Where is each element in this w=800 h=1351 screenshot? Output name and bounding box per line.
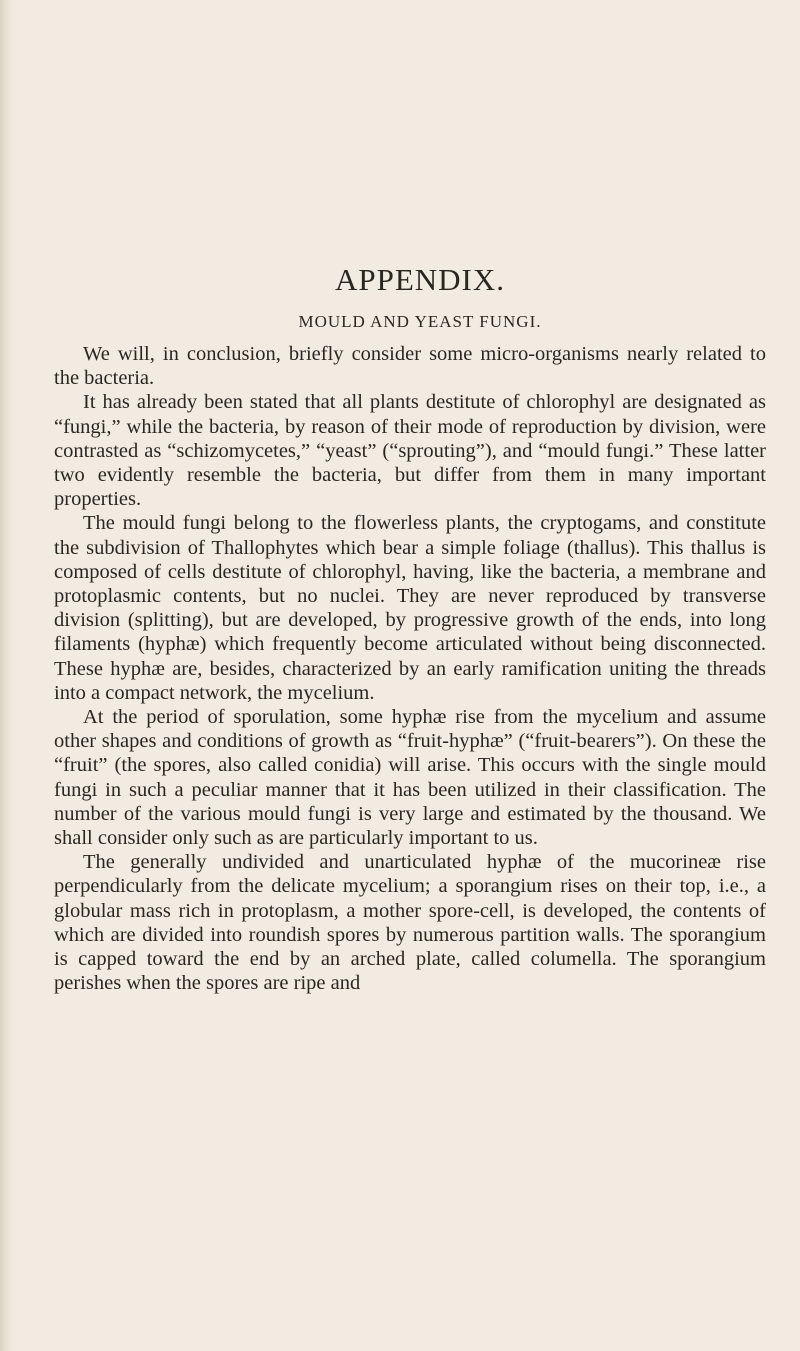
paragraph: The mould fungi belong to the flowerless plants, the cryptogams, and constitute the subdivision of Thallophytes which bear a simple foliage (thallus). This thallus is composed of cells destitute of chlorophyl, having, like the bacteria, a membrane and protoplasmic contents, but no nuclei. They are never reproduced by transverse division (splitting), but are developed, by progressive growth of the ends, into long filaments (hyphæ) which frequently become articulated without being disconnected. These hyphæ are, besides, characterized by an early ramification uniting the threads into a compact network, the mycelium. xyxy=(54,512,766,704)
page-binding-edge xyxy=(0,0,14,1351)
paragraph: We will, in conclusion, briefly consider some micro-organisms nearly related to the bacteria. xyxy=(54,343,766,390)
book-page xyxy=(54,262,766,995)
page-subtitle: MOULD AND YEAST FUNGI. xyxy=(298,312,542,331)
paragraph: It has already been stated that all plants destitute of chlorophyl are designated as “fungi,” while the bacteria, by reason of their mode of reproduction by division, were contrasted as “schizomycetes,” “yeast” (“sprouting”), and “mould fungi.” These latter two evidently resemble the bacteria, but differ from them in many important properties. xyxy=(54,391,766,511)
paragraph: The generally undivided and unarticulated hyphæ of the mucorineæ rise perpendicularly from the delicate mycelium; a sporangium rises on their top, i.e., a globular mass rich in protoplasm, a mother spore-cell, is developed, the contents of which are divided into roundish spores by numerous partition walls. The sporangium is capped toward the end by an arched plate, called columella. The sporangium perishes when the spores are ripe and xyxy=(54,851,766,995)
paragraph: At the period of sporulation, some hyphæ rise from the mycelium and assume other shapes and conditions of growth as “fruit-hyphæ” (“fruit-bearers”). On these the “fruit” (the spores, also called conidia) will arise. This occurs with the single mould fungi in such a peculiar manner that it has been utilized in their classification. The number of the various mould fungi is very large and estimated by the thousand. We shall consider only such as are particularly important to us. xyxy=(54,706,766,850)
page-title: APPENDIX. xyxy=(334,262,506,297)
body-text xyxy=(54,342,766,995)
